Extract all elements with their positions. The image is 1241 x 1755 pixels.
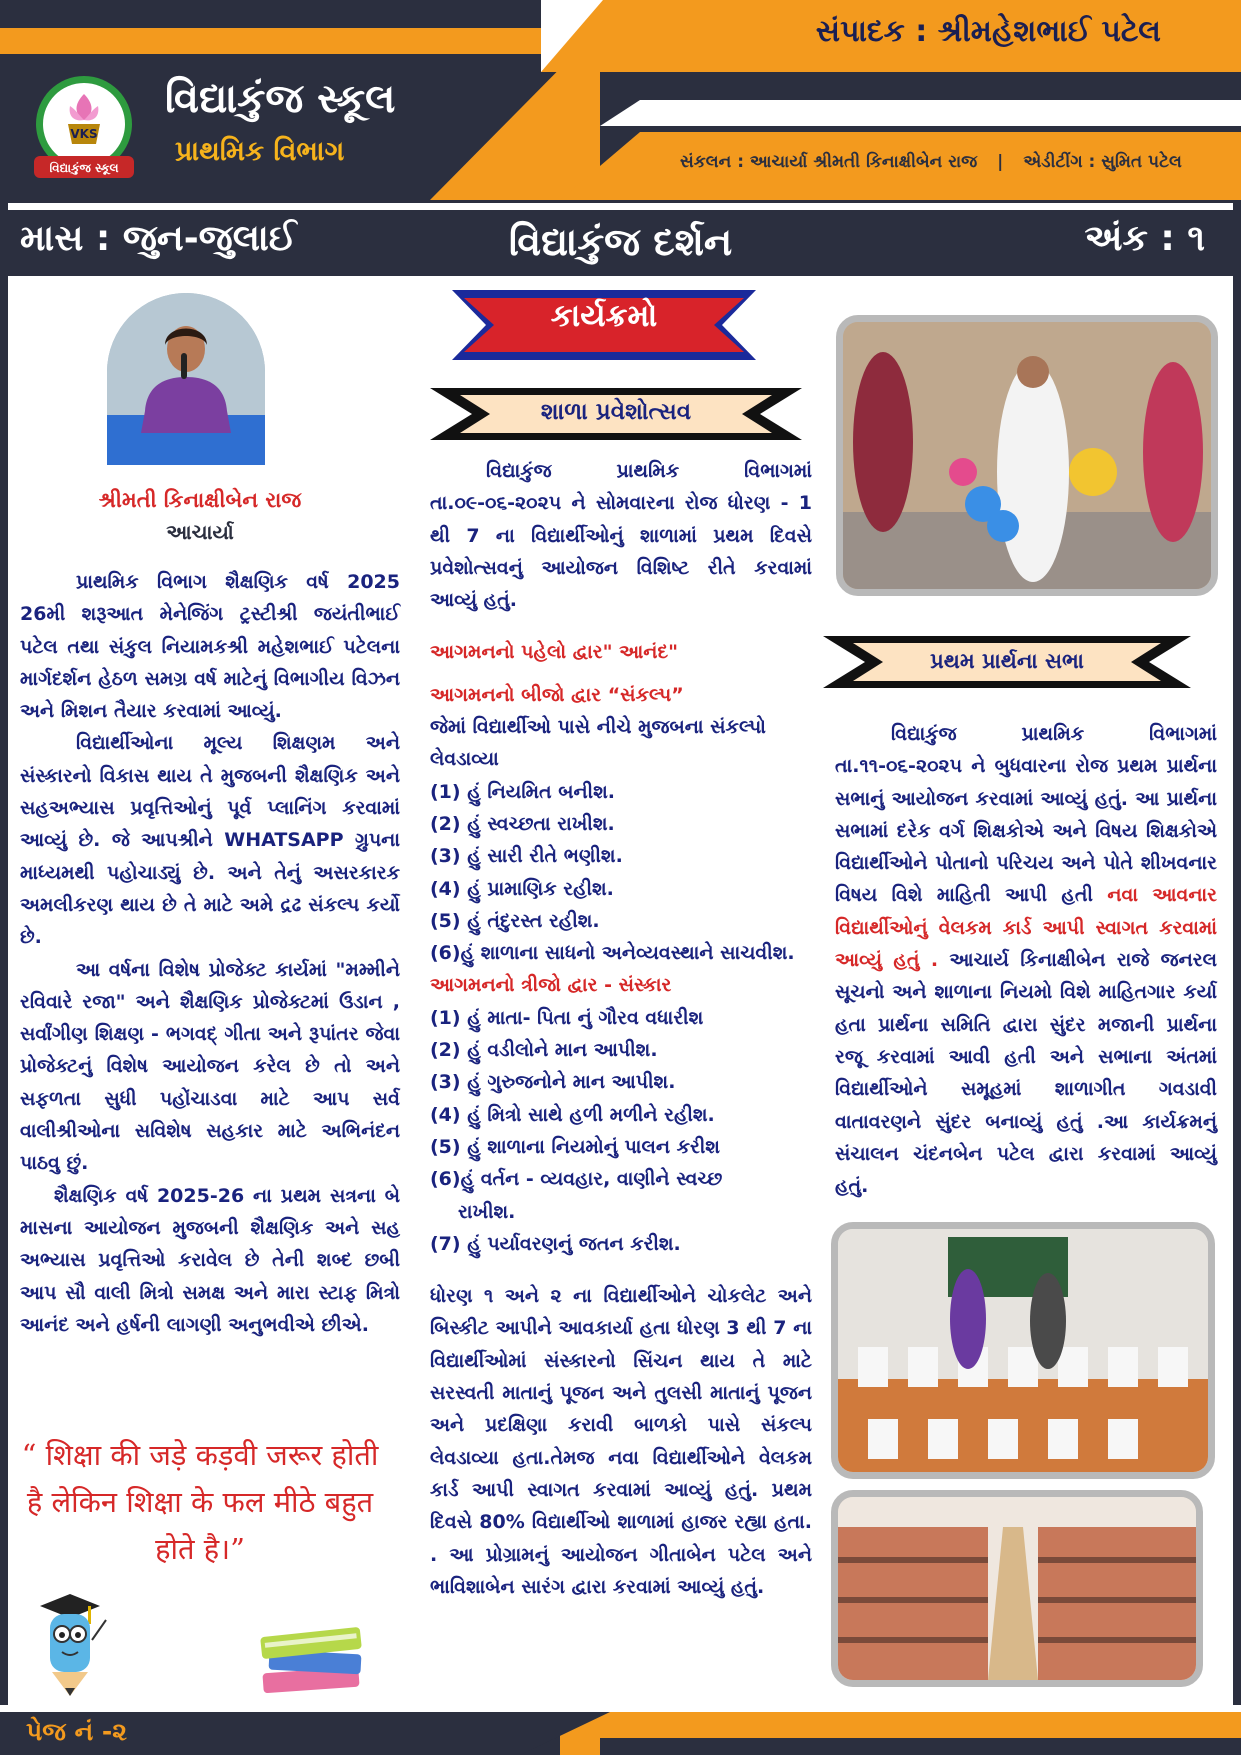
students-with-cards-photo <box>831 1222 1215 1479</box>
value-item: (7) હું પર્યાવરણનું જતન કરીશ. <box>430 1232 681 1255</box>
pledge-item: (6)હું શાળાના સાધનો અનેવ્યવસ્થાને સાચવીશ. <box>430 942 795 965</box>
school-name: વિદ્યાકુંજ સ્કૂલ <box>165 76 396 122</box>
door-one-heading: આગમનનો પહેલો દ્વાર" આનંદ" <box>430 641 678 664</box>
masthead <box>0 0 1241 200</box>
celebration-scene <box>843 322 1211 589</box>
school-section: પ્રાથમિક વિભાગ <box>175 136 345 167</box>
editor-band-wedge <box>541 0 603 72</box>
classroom-scene <box>838 1229 1208 1472</box>
page-frame-right <box>1233 276 1241 1706</box>
graduate-pencil-icon <box>30 1590 110 1700</box>
compiler-credit: સંકલન : આચાર્યા શ્રીમતી કિનાક્ષીબેન રાજ <box>680 152 978 172</box>
first-assembly-heading: પ્રથમ પ્રાર્થના સભા <box>930 649 1084 673</box>
magazine-title: વિદ્યાકુંજ દર્શન <box>508 220 733 264</box>
door-two-heading: આગમનનો બીજો દ્વાર “સંકલ્પ” <box>430 683 684 706</box>
value-item: (2) હું વડીલોને માન આપીશ. <box>430 1039 658 1062</box>
value-item: (5) હું શાળાના નિયમોનું પાલન કરીશ <box>430 1135 720 1158</box>
assembly-text: વિદ્યાકુંજ પ્રાથમિક વિભાગમાં તા.૧૧-૦૬-૨૦૨૫ ને બુધવારના રોજ પ્રથમ પ્રાર્થના સભાનું આયોજન કરવામાં આવ્યું હતું. આ પ્રાર્થના સભામાં દરેક વર્ગ શિક્ષકોએ અને વિષય શિક્ષકોએ વિદ્યાર્થીઓને પોતાનો પરિચય અને પોતે શીખવનાર વિષય વિશે માહિતી આપી હતી <box>835 723 1217 907</box>
message-paragraph: વિદ્યાર્થીઓના મૂલ્ય શિક્ષણમ અને સંસ્કારનો વિકાસ થાય તે મુજબની શૈક્ષણિક અને સહઅભ્યાસ પ્રવૃત્તિઓનું પૂર્વ પ્લાનિંગ કરવામાં આવ્યું છે. જે આપશ્રીને WHATSAPP ગ્રુપના માધ્યમથી પહોચાડ્યું છે. અને તેનું અસરકારક અમલીકરણ થાય છે તે માટે અમે દ્રઢ સંકલ્પ કર્યો છે. <box>20 732 400 949</box>
editor-band <box>541 0 1241 72</box>
value-item: (1) હું માતા- પિતા નું ગૌરવ વધારીશ <box>430 1006 704 1029</box>
door-three-heading: આગમનનો ત્રીજો દ્વાર - સંસ્કાર <box>430 974 672 997</box>
article-closing: ધોરણ ૧ અને ૨ ના વિદ્યાર્થીઓને ચોકલેટ અને બિસ્કીટ આપીને આવકાર્યા હતા ધોરણ 3 થી 7 ના વિદ્યાર્થીઓમાં સંસ્કારનો સિંચન થાય તે માટે સરસ્વતી માતાનું પૂજન અને તુલસી માતાનું પૂજન અને પ્રદક્ષિણા કરાવી બાળકો પાસે સંકલ્પ લેવડાવ્યા હતા.તેમજ નવા વિદ્યાર્થીઓને વેલકમ કાર્ડ આપી સ્વાગત કરવામાં આવ્યું હતું. પ્રથમ દિવસે 80% વિદ્યાર્થીઓ શાળામાં હાજર રહ્યા હતા. . આ પ્રોગ્રામનું આયોજન ગીતાબેન પટેલ અને ભાવિશાબેન સારંગ દ્વારા કરવામાં આવ્યું હતું. <box>430 1285 812 1598</box>
books-icon <box>255 1618 375 1696</box>
page-frame-left <box>0 276 8 1706</box>
editing-credit: એડીટીંગ : સુમિત પટેલ <box>1023 152 1182 172</box>
pledge-item: (5) હું તંદુરસ્ત રહીશ. <box>430 909 600 932</box>
programs-heading: કાર્યક્રમો <box>550 298 658 334</box>
page-number: પેજ નં -૨ <box>26 1717 127 1746</box>
school-logo <box>30 72 138 182</box>
prayer-assembly-photo <box>831 1490 1203 1687</box>
assembly-text-continued: આચાર્ય કિનાક્ષીબેન રાજે જનરલ સૂચનો અને શાળાના નિયમો વિશે માહિતગાર કર્યા હતા પ્રાર્થના સમિતિ દ્વારા સુંદર મજાની પ્રાર્થના રજૂ કરવામાં આવી હતી અને સભાના અંતમાં વિદ્યાર્થીઓને સમૂહમાં શાળાગીત ગવડાવી વાતાવરણને સુંદર બનાવ્યું હતું .આ કાર્યક્રમનું સંચાલન ચંદનબેન પટેલ દ્વારા કરવામાં આવ્યું હતું. <box>835 949 1217 1198</box>
logo-initials: VKS <box>70 127 98 141</box>
title-bar-rule <box>8 203 1233 210</box>
masthead-white-stripe <box>640 100 1241 126</box>
editor-credit: સંપાદક : શ્રીમહેશભાઈ પટેલ <box>815 14 1161 49</box>
hindi-quote: “ शिक्षा की जड़े कड़वी जरूर होती है लेकिन शिक्षा के फल मीठे बहुत होते है।” <box>21 1438 379 1566</box>
credit-separator: | <box>997 152 1004 172</box>
message-paragraph: પ્રાથમિક વિભાગ શૈક્ષણિક વર્ષ 2025 26મી શરૂઆત મેનેજિંગ ટ્રસ્ટીશ્રી જયંતીભાઈ પટેલ તથા સંકુલ નિયામકશ્રી મહેશભાઈ પટેલના માર્ગદર્શન હેઠળ સમગ્ર વર્ષ માટેનું વિભાગીય વિઝન અને મિશન તૈયાર કરવામાં આવ્યું. <box>20 571 400 723</box>
article-intro: વિદ્યાકુંજ પ્રાથમિક વિભાગમાં તા.૦૯-૦૬-૨૦૨૫ ને સોમવારના રોજ ધોરણ - 1 થી 7 ના વિદ્યાર્થીઓનું શાળામાં પ્રથમ દિવસે પ્રવેશોત્સવનું આયોજન વિશિષ્ટ રીતે કરવામાં આવ્યું હતું. <box>430 460 812 612</box>
assembly-hall-scene <box>838 1497 1196 1680</box>
admission-festival-article <box>430 455 812 1603</box>
value-item: (3) હું ગુરુજનોને માન આપીશ. <box>430 1071 676 1094</box>
principal-illustration <box>107 293 265 465</box>
principal-message <box>20 566 400 1341</box>
admission-festival-heading: શાળા પ્રવેશોત્સવ <box>540 399 692 425</box>
credit-band-diagonal <box>560 132 640 200</box>
principal-photo <box>107 293 265 465</box>
message-paragraph: આ વર્ષના વિશેષ પ્રોજેક્ટ કાર્યમાં "મમ્મીને રવિવારે રજા" અને શૈક્ષણિક પ્રોજેક્ટમાં ઉડાન , સર્વાંગીણ શિક્ષણ - ભગવદ્ ગીતા અને રૂપાંતર જેવા પ્રોજેક્ટનું વિશેષ આયોજન કરેલ છે તો અને સફળતા સુધી પહોંચાડવા માટે આપ સર્વ વાલીશ્રીઓના સવિશેષ સહકાર માટે અભિનંદન પાઠવુ છું. <box>20 958 400 1175</box>
admission-festival-photo <box>836 315 1218 596</box>
logo-caption: વિદ્યાકુંજ સ્કૂલ <box>49 161 119 175</box>
pledge-item: (2) હું સ્વચ્છતા રાખીશ. <box>430 812 615 835</box>
pledge-item: (4) હું પ્રામાણિક રહીશ. <box>430 877 614 900</box>
pledge-item: (1) હું નિયમિત બનીશ. <box>430 780 615 803</box>
pledge-item: (3) હું સારી રીતે ભણીશ. <box>430 845 623 868</box>
principal-name: શ્રીમતી કિનાક્ષીબેન રાજ <box>98 488 302 512</box>
door-two-intro: જેમાં વિદ્યાર્થીઓ પાસે નીચે મુજબના સંકલ્પો લેવડાવ્યા <box>430 716 766 771</box>
footer-diagonal <box>520 1712 610 1755</box>
masthead-white-diagonal <box>600 100 640 126</box>
assembly-paragraph <box>835 718 1217 1202</box>
message-paragraph: શૈક્ષણિક વર્ષ 2025-26 ના પ્રથમ સત્રના બે માસના આયોજન મુજબની શૈક્ષણિક અને સહ અભ્યાસ પ્રવૃત્તિઓ કરાવેલ છે તેની શબ્દ છબી આપ સૌ વાલી મિત્રો સમક્ષ અને મારા સ્ટાફ મિત્રો આનંદ અને હર્ષની લાગણી અનુભવીએ છીએ. <box>20 1184 400 1336</box>
welcome-card-highlight: નવા આવનાર વિદ્યાર્થીઓનું વેલકમ કાર્ડ આપી સ્વાગત કરવામાં આવ્યું હતું . <box>835 884 1218 972</box>
principal-role: આચાર્યા <box>166 520 234 544</box>
first-assembly-article <box>835 718 1217 1202</box>
issue-month: માસ : જુન-જુલાઈ <box>20 218 297 259</box>
value-item: (6)હું વર્તન - વ્યવહાર, વાણીને સ્વચ્છ રાખીશ. <box>430 1168 723 1223</box>
value-item: (4) હું મિત્રો સાથે હળી મળીને રહીશ. <box>430 1103 715 1126</box>
issue-number: અંક : ૧ <box>1084 218 1205 259</box>
title-bar <box>0 200 1241 276</box>
credits-line <box>680 152 1182 172</box>
footer-dark-strip <box>600 1738 1241 1755</box>
